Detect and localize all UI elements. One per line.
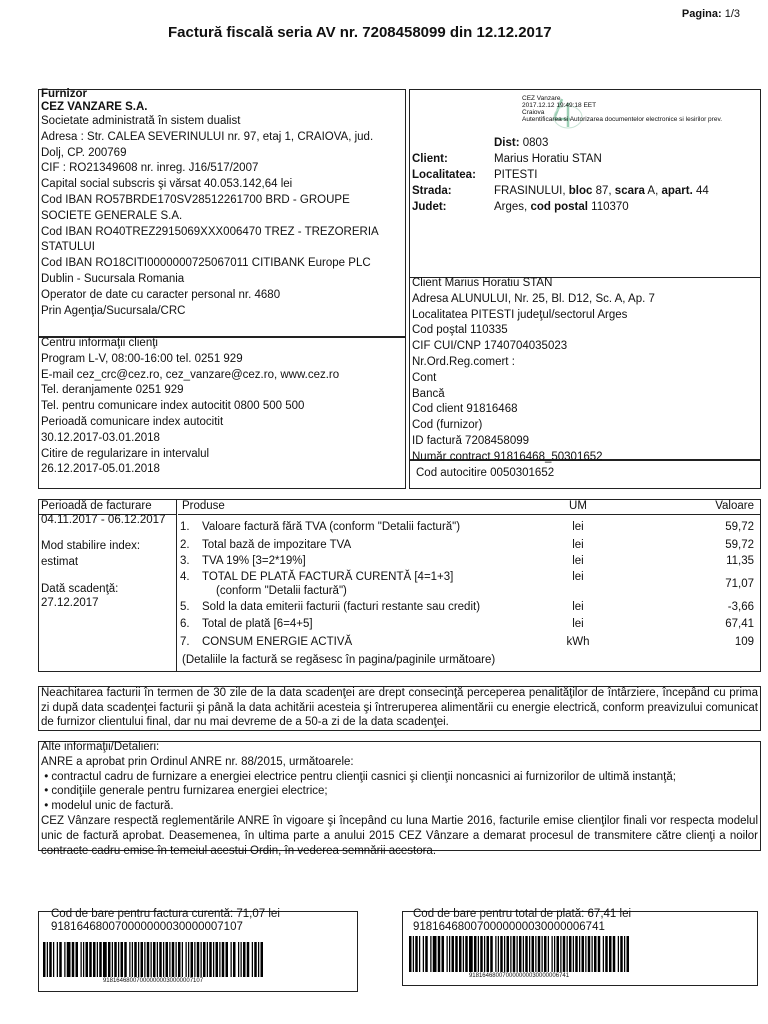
barcode-bar — [222, 942, 225, 977]
barcode-bar — [81, 942, 82, 977]
barcode-bar — [624, 936, 625, 972]
barcode-bar — [247, 942, 250, 977]
barcode-bar — [258, 942, 259, 977]
barcode-bar — [151, 942, 152, 977]
barcode-bar — [64, 942, 65, 977]
barcode-bar — [425, 936, 428, 972]
client-detail-line: ID factură 7208458099 — [412, 434, 530, 447]
barcode-bar — [594, 936, 597, 972]
barcode-bar — [532, 936, 535, 972]
client-detail-line: Bancă — [412, 387, 445, 400]
row-description: TOTAL DE PLATĂ FACTURĂ CURENTĂ [4=1+3] — [202, 571, 454, 583]
barcode-bar — [459, 936, 462, 972]
row-um: lei — [572, 521, 584, 533]
barcode-bar — [186, 942, 187, 977]
barcode-bar — [114, 942, 117, 977]
barcode-bar — [603, 936, 604, 972]
barcode-bar — [233, 942, 236, 977]
barcode-bar — [124, 942, 127, 977]
barcode-bar — [49, 942, 52, 977]
barcode-image — [409, 936, 629, 979]
supplier-line: Prin Agenţia/Sucursala/CRC — [41, 304, 186, 317]
barcode-bar — [517, 936, 518, 972]
supplier-line: CIF : RO21349608 nr. inreg. J16/517/2007 — [41, 162, 259, 175]
barcode-bar — [463, 936, 464, 972]
client-detail-line: Localitatea PITESTI judeţul/sectorul Arges — [412, 308, 628, 321]
barcode-bar — [557, 936, 560, 972]
info-center-lines — [41, 336, 339, 478]
client-detail-line: Cod (furnizor) — [412, 419, 483, 432]
supplier-line: Dublin - Sucursala Romania — [41, 272, 185, 285]
row-description: TVA 19% [3=2*19%] — [202, 555, 306, 567]
billing-left-column — [39, 500, 177, 671]
barcode-bar — [163, 942, 164, 977]
barcode-bar — [542, 936, 543, 972]
header-value: Valoare — [715, 500, 754, 512]
barcode-bar — [86, 942, 89, 977]
barcode-bar — [552, 936, 553, 972]
row-description: Sold la data emiterii facturii (facturi restante sau credit) — [202, 601, 481, 613]
barcode-bar — [478, 936, 479, 972]
barcode-bar — [97, 942, 98, 977]
barcode-bar — [226, 942, 229, 977]
row-value: 59,72 — [725, 521, 754, 533]
barcode-bar — [423, 936, 424, 972]
barcode-bar — [575, 936, 578, 972]
barcode-bar — [455, 936, 458, 972]
signature-line: Autentificarea si Autorizarea documentelor electronice si lesirilor prev. — [522, 116, 723, 123]
signature-line: Craiova — [522, 109, 545, 116]
barcode-bar — [47, 942, 48, 977]
signature-line: CEZ Vanzare — [522, 95, 561, 102]
barcode-bar — [430, 936, 431, 972]
client-value: Marius Horatiu STAN — [494, 153, 602, 165]
barcode-bars — [43, 942, 263, 977]
barcode-bar — [548, 936, 549, 972]
barcode-bar — [129, 942, 130, 977]
barcode-bar — [474, 936, 477, 972]
supplier-line: Dolj, CP. 200769 — [41, 146, 127, 159]
supplier-line: Operator de date cu caracter personal nr. 4680 — [41, 288, 281, 301]
header-um: UM — [569, 500, 587, 512]
barcode-bar — [605, 936, 608, 972]
barcode-bar — [83, 942, 84, 977]
row-number: 3. — [180, 555, 190, 567]
row-um: kWh — [566, 636, 590, 648]
barcode-bar — [504, 936, 505, 972]
barcode-box-total — [402, 908, 758, 986]
barcode-bar — [618, 936, 619, 972]
barcode-bar — [415, 936, 418, 972]
index-label: Mod stabilire index: — [41, 540, 141, 552]
barcode-bar — [121, 942, 124, 977]
barcode-bar — [252, 942, 253, 977]
street-label: Strada: — [412, 185, 452, 197]
barcode-bar — [147, 942, 150, 977]
barcode-bar — [480, 936, 483, 972]
client-details-lines — [412, 276, 655, 466]
barcode-bar — [169, 942, 170, 977]
barcode-bar — [484, 936, 485, 972]
barcode-bar — [560, 936, 561, 972]
barcode-bar — [585, 936, 586, 972]
barcode-bar — [67, 942, 71, 977]
client-address-box — [409, 89, 761, 278]
signature-line: 2017.12.12 19:49:18 EET — [522, 102, 597, 109]
info-center-line: Tel. pentru comunicare index autocitit 0800 500 500 — [41, 400, 305, 413]
supplier-line: Capital social subscris şi vărsat 40.053.142,64 lei — [41, 178, 293, 191]
barcode-bar — [579, 936, 580, 972]
street-value: FRASINULUI, bloc 87, scara A, apart. 44 — [494, 185, 709, 197]
barcode-bar — [525, 936, 528, 972]
barcode-bar — [89, 942, 92, 977]
barcode-number: 918164680070000000030000006741 — [413, 921, 605, 933]
client-detail-line: CIF CUI/CNP 1740704035023 — [412, 340, 568, 353]
supplier-line: Societate administrată în sistem dualist — [41, 115, 241, 127]
digital-signature — [522, 95, 722, 123]
barcode-bar — [176, 942, 177, 977]
other-info-paragraph: CEZ Vânzare respectă reglementările ANRE în vigoare şi începând cu luna Martie 2016, facturile emise clienţilor finali vor respecta modelul unic de factură aprobat. Deasemenea, în ultima parte a anului 2015 CEZ Vânzare a demarat procesul de transmitere către clienţi a noilor contracte cadru emise în temeiul acestui Ordin, în vederea semnării acestora. — [41, 814, 758, 857]
barcode-bar — [243, 942, 246, 977]
barcode-bar — [132, 942, 133, 977]
barcode-bar — [194, 942, 195, 977]
barcode-bar — [620, 936, 623, 972]
dist-label: Dist: — [494, 137, 520, 149]
row-number: 5. — [180, 601, 190, 613]
barcode-bar — [573, 936, 574, 972]
products-footnote: (Detaliile la factură se regăsesc în pagina/paginile următoare) — [182, 654, 496, 666]
barcode-bar — [519, 936, 522, 972]
page-value: 1/3 — [724, 8, 740, 20]
page-label: Pagina: — [681, 8, 722, 20]
barcode-bar — [157, 942, 158, 977]
barcode-bar — [627, 936, 630, 972]
locality-label: Localitatea: — [412, 169, 476, 181]
barcode-bar — [118, 942, 119, 977]
barcode-bar — [191, 942, 194, 977]
barcode-bar — [582, 936, 585, 972]
row-value: 59,72 — [725, 539, 754, 551]
row-number: 7. — [180, 636, 190, 648]
row-number: 4. — [180, 571, 190, 583]
barcode-bar — [103, 942, 107, 977]
barcode-bar — [588, 936, 591, 972]
row-um: lei — [572, 555, 584, 567]
period-value: 04.11.2017 - 06.12.2017 — [41, 514, 166, 526]
barcode-bar — [201, 942, 202, 977]
barcode-bar — [219, 942, 220, 977]
supplier-line: Cod IBAN RO57BRDE170SV28512261700 BRD - GROUPE — [41, 193, 350, 206]
barcode-bar — [544, 936, 547, 972]
barcode-bar — [153, 942, 156, 977]
barcode-bar — [613, 936, 616, 972]
barcode-bar — [261, 942, 264, 977]
info-center-line: Perioadă comunicare index autocitit — [41, 415, 224, 428]
barcode-bar — [53, 942, 54, 977]
barcode-bar — [76, 942, 79, 977]
products-area — [178, 500, 760, 671]
barcode-title: Cod de bare pentru factura curentă: 71,07 lei — [51, 908, 280, 920]
barcode-bar — [166, 942, 169, 977]
other-info-heading: Alte informaţii/Detalieri: — [41, 741, 160, 753]
barcode-bar — [112, 942, 113, 977]
row-um: lei — [572, 601, 584, 613]
warning-box — [38, 686, 761, 731]
row-value: 11,35 — [726, 555, 754, 567]
other-info-bullet: • condiţiile generale pentru furnizarea energiei electrice; — [41, 785, 328, 798]
barcode-bar — [182, 942, 183, 977]
row-description: CONSUM ENERGIE ACTIVĂ — [202, 636, 353, 648]
barcode-bar — [469, 936, 473, 972]
barcode-bar — [72, 942, 75, 977]
supplier-line: STATULUI — [41, 241, 95, 254]
row-description-cont: (conform "Detalii factură") — [216, 585, 347, 597]
barcode-bar — [449, 936, 450, 972]
barcode-bar — [538, 936, 541, 972]
period-label: Perioadă de facturare — [41, 500, 152, 512]
barcode-bar — [108, 942, 111, 977]
info-center-line: Centru informaţii clienţi — [41, 337, 158, 349]
barcode-bar — [465, 936, 468, 972]
barcode-bar — [99, 942, 102, 977]
row-value: -3,66 — [727, 601, 754, 613]
barcode-bar — [535, 936, 536, 972]
barcode-number: 918164680070000000030000007107 — [51, 921, 243, 933]
client-detail-line: Nr.Ord.Reg.comert : — [412, 355, 515, 368]
supplier-line: Cod IBAN RO18CITI0000000725067011 CITIBANK Europe PLC — [41, 257, 371, 270]
barcode-bar — [529, 936, 530, 972]
row-number: 1. — [180, 521, 190, 533]
dist-field — [494, 136, 548, 152]
warning-text: Neachitarea facturii în termen de 30 zile de la data scadenţei are drept consecinţă perceperea penalităţilor de întârziere, începând cu prima zi după data scadenţei facturii şi până la data achitării acesteia şi întreruperea alimentării cu energie electrică, conform preavizului comunicat de furnizor clientului final, dar nu mai devreme de a 50-a zi de la data scadenţei. — [41, 687, 758, 729]
locality-value: PITESTI — [494, 169, 538, 181]
barcode-bar — [487, 936, 490, 972]
row-description: Total de plată [6=4+5] — [202, 618, 313, 630]
row-description: Total bază de impozitare TVA — [202, 539, 352, 551]
info-center-line: Citire de regularizare in intervalul — [41, 447, 210, 460]
barcode-bar — [438, 936, 441, 972]
row-value: 67,41 — [725, 618, 754, 630]
supplier-heading: Furnizor — [41, 88, 87, 100]
supplier-box — [38, 89, 406, 337]
other-info-intro: ANRE a aprobat prin Ordinul ANRE nr. 88/2015, următoarele: — [41, 755, 354, 768]
barcode-bar — [197, 942, 200, 977]
other-info-bullet: • contractul cadru de furnizare a energiei electrice pentru clienţii casnici şi clienţii noncasnici ai furnizorilor de ultimă instanţă; — [41, 770, 676, 783]
client-label: Client: — [412, 153, 448, 165]
barcode-bar — [609, 936, 612, 972]
barcode-bar — [507, 936, 510, 972]
row-value: 71,07 — [725, 578, 754, 590]
barcode-caption: 918164680070000000030000006741 — [468, 973, 570, 979]
barcode-bar — [203, 942, 206, 977]
dist-value: 0803 — [522, 137, 549, 149]
page-number — [682, 8, 740, 20]
barcode-bar — [413, 936, 414, 972]
barcode-bar — [563, 936, 566, 972]
info-center-line: Tel. deranjamente 0251 929 — [41, 384, 184, 397]
barcode-bar — [409, 936, 412, 972]
row-number: 6. — [180, 618, 190, 630]
barcode-bar — [554, 936, 555, 972]
barcode-bar — [43, 942, 46, 977]
autocitire-box — [409, 460, 761, 489]
barcode-bar — [93, 942, 96, 977]
barcode-title: Cod de bare pentru total de plată: 67,41 lei — [413, 908, 632, 920]
client-detail-line: Cod client 91816468 — [412, 403, 518, 416]
barcode-bars — [409, 936, 629, 972]
barcode-bar — [442, 936, 445, 972]
products-header — [178, 499, 760, 515]
barcode-box-current — [38, 908, 358, 992]
row-number: 2. — [180, 539, 190, 551]
client-detail-line: Adresa ALUNULUI, Nr. 25, Bl. D12, Sc. A, Ap. 7 — [412, 292, 655, 305]
supplier-line: SOCIETE GENERALE S.A. — [41, 209, 183, 222]
barcode-bar — [523, 936, 524, 972]
barcode-bar — [144, 942, 145, 977]
barcode-bar — [452, 936, 455, 972]
barcode-bar — [567, 936, 568, 972]
barcode-bar — [172, 942, 175, 977]
barcode-bar — [498, 936, 499, 972]
invoice-title: Factură fiscală seria AV nr. 7208458099 din 12.12.2017 — [168, 24, 552, 41]
barcode-bar — [141, 942, 144, 977]
barcode-bar — [57, 942, 58, 977]
client-detail-line: Număr contract 91816468_50301652 — [412, 450, 603, 463]
header-product: Produse — [182, 500, 225, 512]
supplier-lines — [41, 114, 379, 319]
barcode-caption: 918164680070000000030000007107 — [102, 978, 204, 984]
barcode-bar — [495, 936, 496, 972]
barcode-bar — [598, 936, 601, 972]
barcode-bar — [138, 942, 139, 977]
county-label: Judet: — [412, 201, 447, 213]
other-info-box — [38, 741, 761, 857]
row-value: 109 — [734, 636, 754, 648]
barcode-bar — [207, 942, 208, 977]
row-description: Valoare factură fără TVA (conform "Detalii factură") — [202, 521, 461, 533]
barcode-bar — [500, 936, 503, 972]
barcode-bar — [433, 936, 437, 972]
supplier-line: Cod IBAN RO40TREZ2915069XXX006470 TREZ - TREZORERIA — [41, 225, 379, 238]
billing-table — [38, 499, 761, 672]
info-center-line: 26.12.2017-05.01.2018 — [41, 463, 160, 476]
barcode-bar — [490, 936, 493, 972]
info-center-box — [38, 337, 406, 489]
barcode-bar — [241, 942, 242, 977]
info-center-line: E-mail cez_crc@cez.ro, cez_vanzare@cez.ro, www.cez.ro — [41, 368, 340, 381]
barcode-bar — [231, 942, 232, 977]
barcode-bar — [213, 942, 214, 977]
barcode-bar — [159, 942, 162, 977]
supplier-line: Adresa : Str. CALEA SEVERINULUI nr. 97, etaj 1, CRAIOVA, jud. — [41, 130, 374, 143]
barcode-bar — [188, 942, 189, 977]
barcode-bar — [216, 942, 219, 977]
row-um: lei — [572, 618, 584, 630]
barcode-bar — [592, 936, 593, 972]
barcode-bar — [59, 942, 62, 977]
row-um: lei — [572, 539, 584, 551]
county-value: Arges, cod postal 110370 — [494, 201, 629, 213]
other-info-bullet: • modelul unic de factură. — [41, 800, 174, 813]
info-center-line: Program L-V, 08:00-16:00 tel. 0251 929 — [41, 352, 243, 365]
barcode-bar — [238, 942, 239, 977]
due-value: 27.12.2017 — [41, 597, 99, 609]
info-center-line: 30.12.2017-03.01.2018 — [41, 431, 160, 444]
barcode-bar — [254, 942, 257, 977]
barcode-bar — [209, 942, 212, 977]
barcode-image — [43, 942, 263, 984]
client-detail-line: Cont — [412, 371, 437, 384]
barcode-bar — [178, 942, 181, 977]
supplier-name: CEZ VANZARE S.A. — [41, 101, 148, 113]
index-value: estimat — [41, 556, 79, 568]
barcode-bar — [513, 936, 516, 972]
row-um: lei — [572, 571, 584, 583]
barcode-bar — [447, 936, 448, 972]
autocitire-code: Cod autocitire 0050301652 — [416, 467, 555, 479]
barcode-bar — [419, 936, 420, 972]
client-detail-line: Client Marius Horatiu STAN — [412, 277, 553, 289]
client-detail-line: Cod poştal 110335 — [412, 324, 508, 337]
due-label: Dată scadenţă: — [41, 583, 119, 595]
client-details-box — [409, 277, 761, 463]
barcode-bar — [510, 936, 511, 972]
barcode-bar — [134, 942, 137, 977]
barcode-bar — [569, 936, 572, 972]
